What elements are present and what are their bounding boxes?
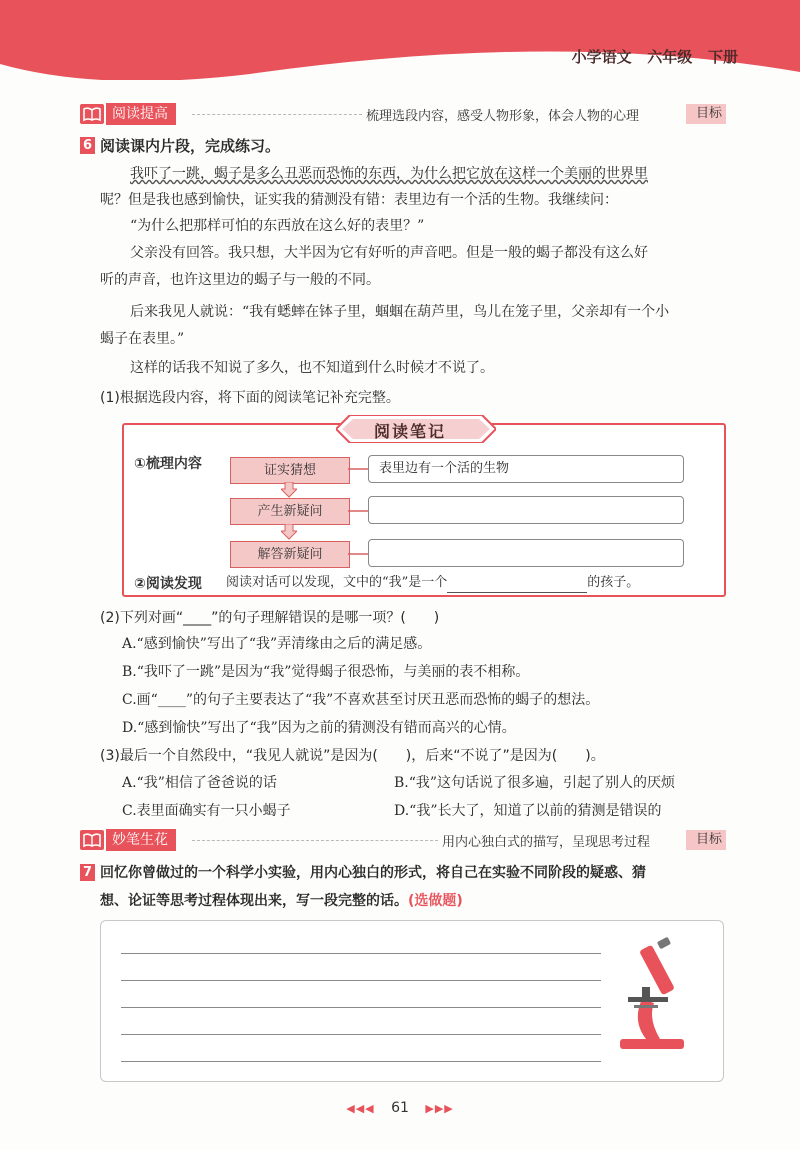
section-goal: 梳理选段内容，感受人物形象，体会人物的心理 <box>366 109 640 124</box>
connector <box>348 552 370 556</box>
writing-line[interactable] <box>121 1061 601 1062</box>
section-title: 阅读提高 <box>106 103 176 125</box>
option[interactable]: C.表里面确实有一只小蝎子 <box>122 803 291 819</box>
writing-line[interactable] <box>121 1034 601 1035</box>
page-number: 61 <box>391 1100 409 1116</box>
option[interactable]: C.画“____”的句子主要表达了“我”不喜欢甚至讨厌丑恶而恐怖的蝎子的想法。 <box>122 692 600 708</box>
question-text: 想、论证等思考过程体现出来，写一段完整的话。(选做题) <box>100 893 463 909</box>
discovery-text: 阅读对话可以发现，文中的“我”是一个 的孩子。 <box>226 573 639 593</box>
next-arrows-icon: ▶▶▶ <box>425 1102 454 1115</box>
connector <box>348 509 370 513</box>
option[interactable]: A.“感到愉快”写出了“我”弄清缘由之后的满足感。 <box>122 636 432 652</box>
writing-line[interactable] <box>121 953 601 954</box>
discovery-blank[interactable] <box>447 578 587 593</box>
step-box: 证实猜想 <box>230 457 350 484</box>
passage-line: 呢？但是我也感到愉快，证实我的猜测没有错：表里边有一个活的生物。我继续问： <box>100 192 618 208</box>
sub-question-3: (3)最后一个自然段中，“我见人就说”是因为( )，后来“不说了”是因为( )。 <box>100 748 605 764</box>
section-goal: 用内心独白式的描写，呈现思考过程 <box>442 835 651 850</box>
passage-line: 听的声音，也许这里边的蝎子与一般的不同。 <box>100 272 380 288</box>
step-box: 产生新疑问 <box>230 498 350 525</box>
writing-line[interactable] <box>121 1007 601 1008</box>
answer-box[interactable] <box>368 496 684 524</box>
term-label: 下册 <box>707 48 738 66</box>
book-icon <box>80 104 104 124</box>
passage-line: 父亲没有回答。我只想，大半因为它有好听的声音吧。但是一般的蝎子都没有这么好 <box>130 245 648 261</box>
notes-label-content: ①梳理内容 <box>134 456 202 472</box>
notes-title: 阅读笔记 <box>374 422 447 441</box>
goal-tag: 目标 <box>686 830 726 850</box>
book-info <box>572 46 738 67</box>
option[interactable]: B.“我”这句话说了很多遍，引起了别人的厌烦 <box>394 775 676 791</box>
grade-label: 六年级 <box>647 48 693 66</box>
prev-arrows-icon: ◀◀◀ <box>346 1102 375 1115</box>
question-instruction: 阅读课内片段，完成练习。 <box>100 137 281 155</box>
passage-line: “为什么把那样可怕的东西放在这么好的表里？” <box>130 218 425 234</box>
microscope-icon <box>606 935 696 1055</box>
writing-area[interactable] <box>100 920 724 1082</box>
connector <box>348 467 370 471</box>
question-text: 回忆你曾做过的一个科学小实验，用内心独白的形式，将自己在实验不同阶段的疑惑、猜 <box>100 865 646 881</box>
answer-box[interactable] <box>368 539 684 567</box>
book-icon <box>80 830 104 850</box>
option[interactable]: B.“我吓了一跳”是因为“我”觉得蝎子很恐怖，与美丽的表不相称。 <box>122 664 530 680</box>
sub-question-1: (1)根据选段内容，将下面的阅读笔记补充完整。 <box>100 390 400 406</box>
writing-line[interactable] <box>121 980 601 981</box>
optional-tag: (选做题) <box>408 893 463 909</box>
question-number: 7 <box>80 864 95 881</box>
option[interactable]: D.“感到愉快”写出了“我”因为之前的猜测没有错而高兴的心情。 <box>122 720 516 736</box>
notes-label-discovery: ②阅读发现 <box>134 576 202 592</box>
header-band <box>0 0 800 80</box>
section-title: 妙笔生花 <box>106 829 176 851</box>
section-bar-reading <box>80 103 726 125</box>
down-arrow-icon <box>281 524 297 540</box>
answer-box[interactable]: 表里边有一个活的生物 <box>368 455 684 483</box>
subject-label: 小学语文 <box>571 48 632 66</box>
sub-question-2: (2)下列对画“____”的句子理解错误的是哪一项？( ) <box>100 610 440 626</box>
reading-notes-box <box>122 423 726 597</box>
goal-tag: 目标 <box>686 104 726 124</box>
option[interactable]: D.“我”长大了，知道了以前的猜测是错误的 <box>394 803 662 819</box>
passage-line: 我吓了一跳，蝎子是多么丑恶而恐怖的东西，为什么把它放在这样一个美丽的世界里 <box>130 166 648 182</box>
page-footer <box>330 1100 470 1116</box>
step-box: 解答新疑问 <box>230 541 350 568</box>
passage-line: 后来我见人就说：“我有蟋蟀在钵子里，蝈蝈在葫芦里，鸟儿在笼子里，父亲却有一个小 <box>130 304 670 320</box>
section-bar-writing <box>80 829 726 851</box>
option[interactable]: A.“我”相信了爸爸说的话 <box>122 775 277 791</box>
divider <box>192 114 362 115</box>
down-arrow-icon <box>281 482 297 498</box>
passage-line: 蝎子在表里。” <box>100 331 185 347</box>
divider <box>192 840 438 841</box>
question-number: 6 <box>80 137 95 154</box>
passage-line: 这样的话我不知说了多久，也不知道到什么时候才不说了。 <box>130 360 494 376</box>
